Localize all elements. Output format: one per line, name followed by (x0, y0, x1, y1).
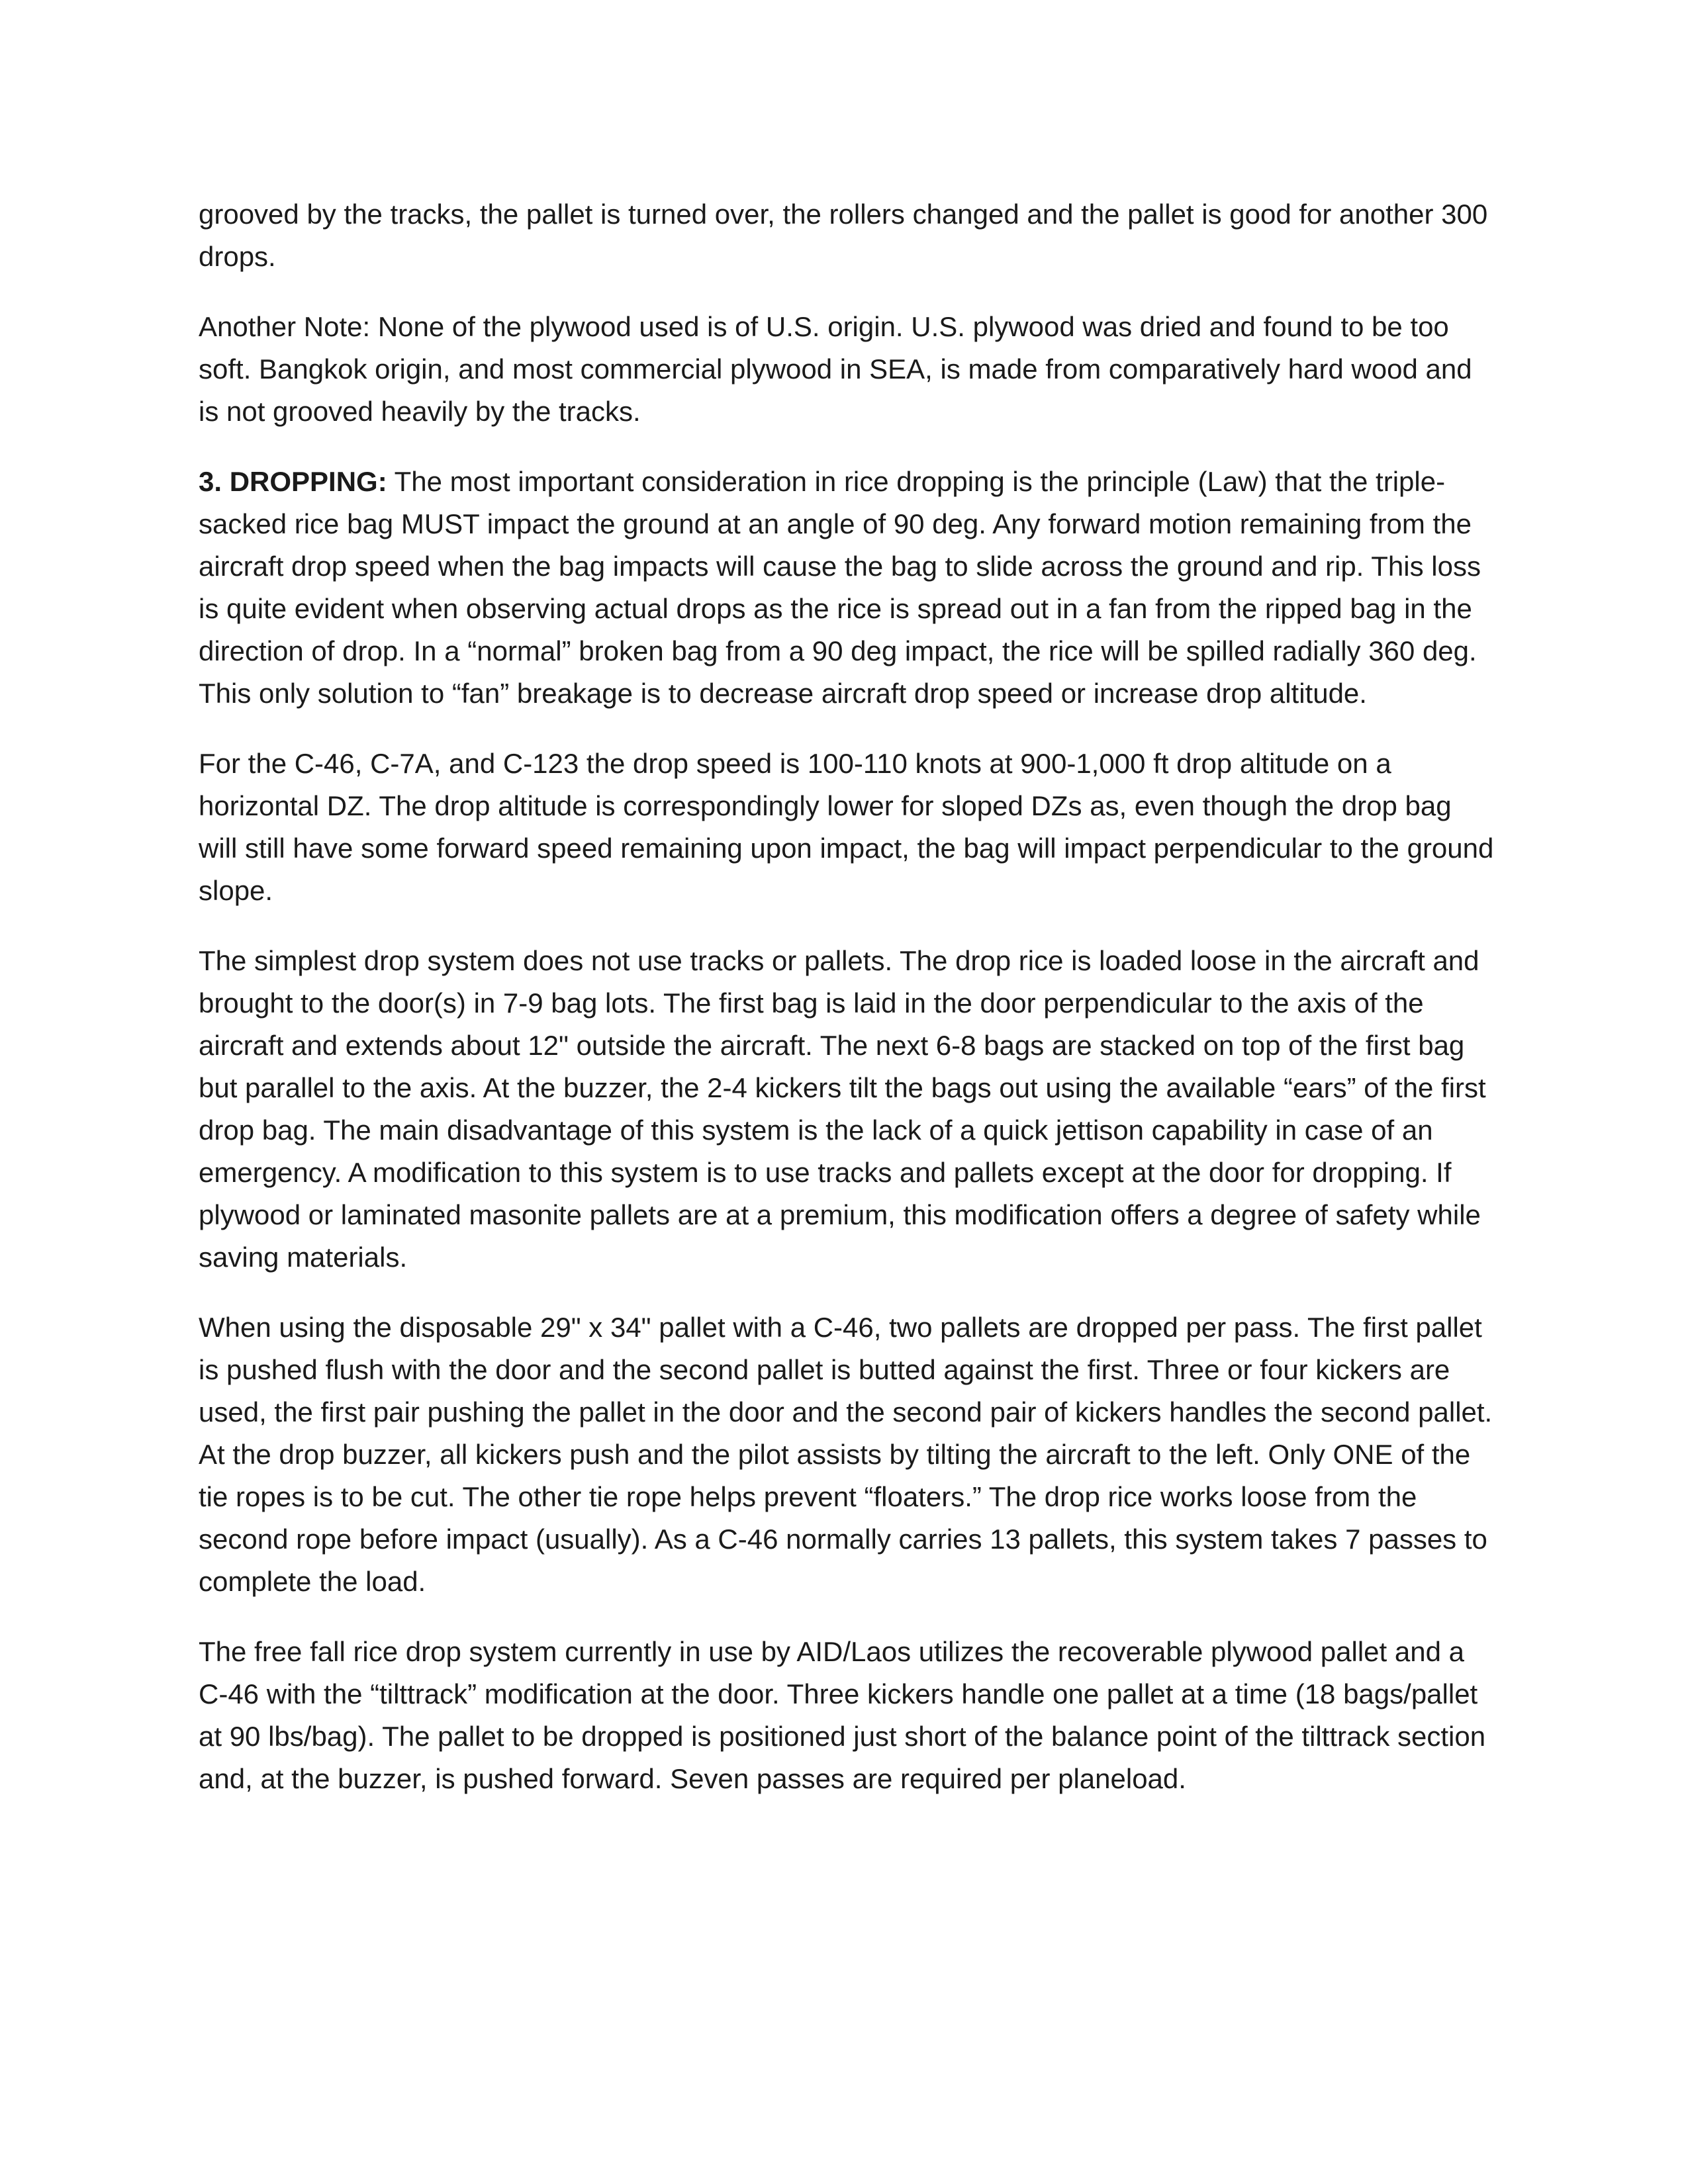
paragraph-text: grooved by the tracks, the pallet is turned over, the rollers changed and the pallet is good for another 300 drops. (199, 199, 1488, 272)
section-heading-dropping: 3. DROPPING: (199, 466, 387, 497)
paragraph-free-fall-system (199, 1631, 1496, 1800)
paragraph-text: For the C-46, C-7A, and C-123 the drop speed is 100-110 knots at 900-1,000 ft drop altitude on a horizontal DZ. The drop altitude is correspondingly lower for sloped DZs as, even though the drop bag will still have some forward speed remaining upon impact, the bag will impact perpendicular to the ground slope. (199, 748, 1494, 906)
paragraph-disposable-pallet (199, 1306, 1496, 1603)
paragraph-text: Another Note: None of the plywood used is of U.S. origin. U.S. plywood was dried and found to be too soft. Bangkok origin, and most commercial plywood in SEA, is made from comparatively hard wood and is not grooved heavily by the tracks. (199, 311, 1472, 427)
paragraph-text: The simplest drop system does not use tracks or pallets. The drop rice is loaded loose in the aircraft and brought to the door(s) in 7-9 bag lots. The first bag is laid in the door perpendicular to the axis of the aircraft and extends about 12" outside the aircraft. The next 6-8 bags are stacked on top of the first bag but parallel to the axis. At the buzzer, the 2-4 kickers tilt the bags out using the available “ears” of the first drop bag. The main disadvantage of this system is the lack of a quick jettison capability in case of an emergency. A modification to this system is to use tracks and pallets except at the door for dropping. If plywood or laminated masonite pallets are at a premium, this modification offers a degree of safety while saving materials. (199, 945, 1486, 1273)
paragraph-simplest-system (199, 940, 1496, 1279)
paragraph-text: The free fall rice drop system currently in use by AID/Laos utilizes the recoverable plywood pallet and a C-46 with the “tilttrack” modification at the door. Three kickers handle one pallet at a time (18 bags/pallet at 90 lbs/bag). The pallet to be dropped is positioned just short of the balance point of the tilttrack section and, at the buzzer, is pushed forward. Seven passes are required per planeload. (199, 1636, 1486, 1794)
paragraph-text: The most important consideration in rice dropping is the principle (Law) that the triple-sacked rice bag MUST impact the ground at an angle of 90 deg. Any forward motion remaining from the aircraft drop speed when the bag impacts will cause the bag to slide across the ground and rip. This loss is quite evident when observing actual drops as the rice is spread out in a fan from the ripped bag in the direction of drop. In a “normal” broken bag from a 90 deg impact, the rice will be spilled radially 360 deg. This only solution to “fan” breakage is to decrease aircraft drop speed or increase drop altitude. (199, 466, 1481, 709)
paragraph-pallet-reuse (199, 193, 1496, 278)
document-page (199, 193, 1496, 1828)
paragraph-plywood-note (199, 306, 1496, 433)
paragraph-text: When using the disposable 29" x 34" pallet with a C-46, two pallets are dropped per pass. The first pallet is pushed flush with the door and the second pallet is butted against the first. Three or four kickers are used, the first pair pushing the pallet in the door and the second pair of kickers handles the second pallet. At the drop buzzer, all kickers push and the pilot assists by tilting the aircraft to the left. Only ONE of the tie ropes is to be cut. The other tie rope helps prevent “floaters.” The drop rice works loose from the second rope before impact (usually). As a C-46 normally carries 13 pallets, this system takes 7 passes to complete the load. (199, 1312, 1493, 1597)
paragraph-drop-speed (199, 743, 1496, 912)
paragraph-dropping (199, 461, 1496, 715)
